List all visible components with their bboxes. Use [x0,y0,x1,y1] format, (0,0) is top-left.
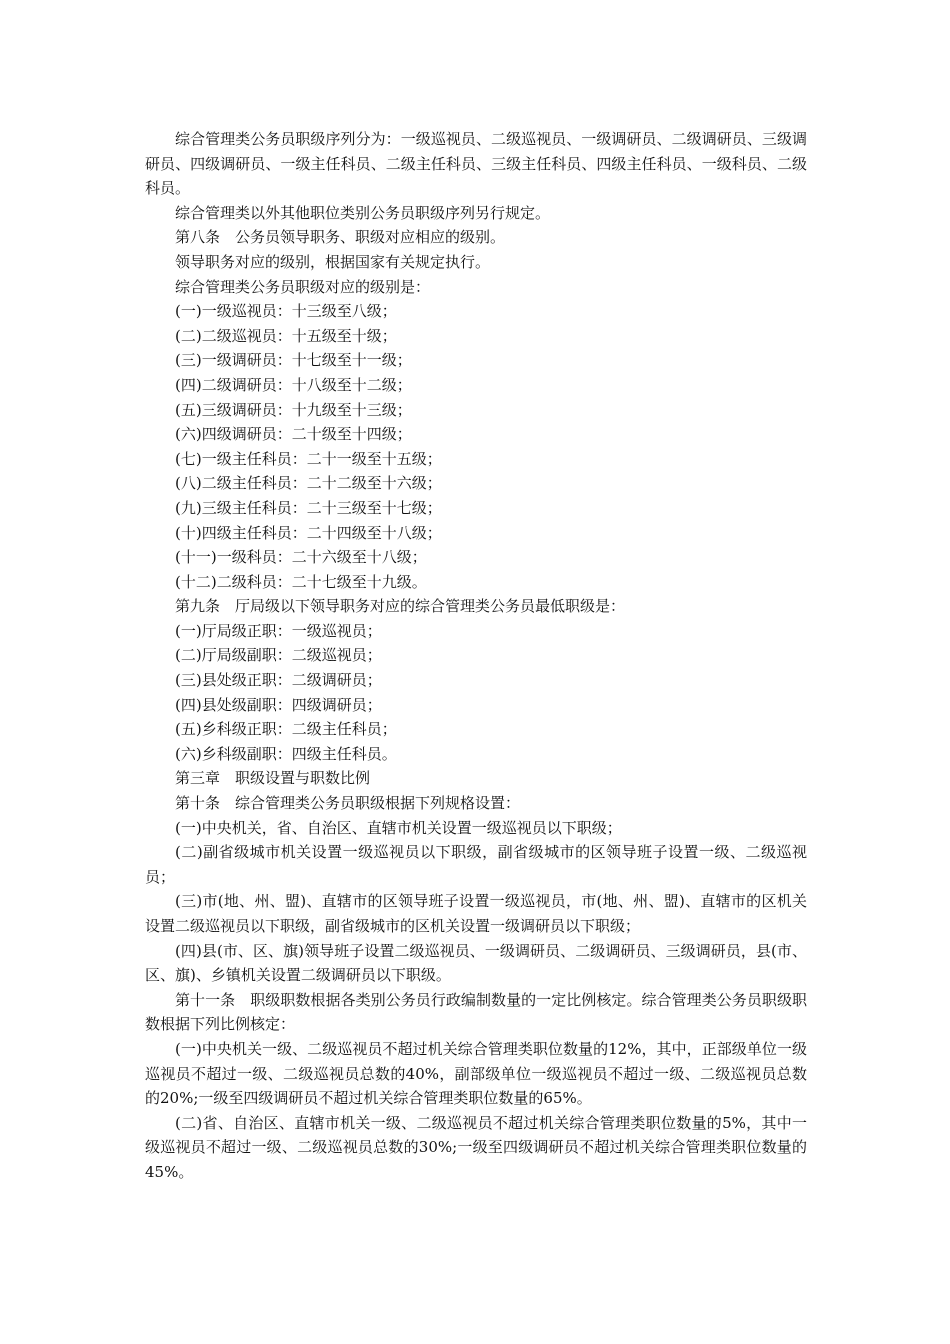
list-item: (十二)二级科员：二十七级至十九级。 [175,572,427,591]
list-item: (四)二级调研员：十八级至十二级； [175,375,412,394]
list-item: (一)厅局级正职：一级巡视员； [175,621,382,640]
list-item: (六)四级调研员：二十级至十四级； [175,425,412,444]
list-item: (八)二级主任科员：二十二级至十六级； [175,474,442,493]
paragraph: 综合管理类公务员职级对应的级别是： [175,277,431,296]
chapter-heading: 第三章 职级设置与职数比例 [175,769,371,788]
list-item: (五)乡科级正职：二级主任科员； [175,720,397,739]
list-item: (五)三级调研员：十九级至十三级； [175,400,412,419]
list-item: (三)一级调研员：十七级至十一级； [175,351,412,370]
list-item: (一)中央机关一级、二级巡视员不超过机关综合管理类职位数量的12%，其中，正部级单位一级巡视员不超过一级、二级巡视员总数的40%，副部级单位一级巡视员不超过一级、二级巡视员总数的20%;一级至四级调研员不超过机关综合管理类职位数量的65%。 [145,1039,807,1108]
article-heading: 第十条 综合管理类公务员职级根据下列规格设置： [175,794,521,813]
list-item: (四)县处级副职：四级调研员； [175,695,382,714]
list-item: (七)一级主任科员：二十一级至十五级； [175,449,442,468]
paragraph: 综合管理类以外其他职位类别公务员职级序列另行规定。 [175,203,551,222]
article-heading: 第九条 厅局级以下领导职务对应的综合管理类公务员最低职级是： [175,597,626,616]
list-item: (三)市(地、州、盟)、直辖市的区领导班子设置一级巡视员，市(地、州、盟)、直辖市的区机关设置二级巡视员以下职级，副省级城市的区机关设置一级调研员以下职级； [145,892,807,935]
document-body [145,127,807,1185]
list-item: (十)四级主任科员：二十四级至十八级； [175,523,442,542]
list-item: (十一)一级科员：二十六级至十八级； [175,548,427,567]
list-item: (二)二级巡视员：十五级至十级； [175,326,397,345]
list-item: (一)中央机关，省、自治区、直辖市机关设置一级巡视员以下职级； [175,818,622,837]
paragraph: 领导职务对应的级别，根据国家有关规定执行。 [175,252,491,271]
list-item: (二)省、自治区、直辖市机关一级、二级巡视员不超过机关综合管理类职位数量的5%，其中一级巡视员不超过一级、二级巡视员总数的30%;一级至四级调研员不超过机关综合管理类职位数量的45%。 [145,1113,807,1181]
list-item: (三)县处级正职：二级调研员； [175,671,382,690]
list-item: (九)三级主任科员：二十三级至十七级； [175,498,442,517]
list-item: (二)厅局级副职：二级巡视员； [175,646,382,665]
article-heading: 第八条 公务员领导职务、职级对应相应的级别。 [175,228,506,247]
list-item: (六)乡科级副职：四级主任科员。 [175,744,397,763]
list-item: (一)一级巡视员：十三级至八级； [175,302,397,321]
list-item: (四)县(市、区、旗)领导班子设置二级巡视员、一级调研员、二级调研员、三级调研员，县(市、区、旗)、乡镇机关设置二级调研员以下职级。 [145,941,807,985]
article-heading: 第十一条 职级职数根据各类别公务员行政编制数量的一定比例核定。综合管理类公务员职级职数根据下列比例核定： [145,990,807,1034]
list-item: (二)副省级城市机关设置一级巡视员以下职级，副省级城市的区领导班子设置一级、二级巡视员； [145,843,807,886]
paragraph: 综合管理类公务员职级序列分为：一级巡视员、二级巡视员、一级调研员、二级调研员、三级调研员、四级调研员、一级主任科员、二级主任科员、三级主任科员、四级主任科员、一级科员、二级科员。 [145,130,807,198]
